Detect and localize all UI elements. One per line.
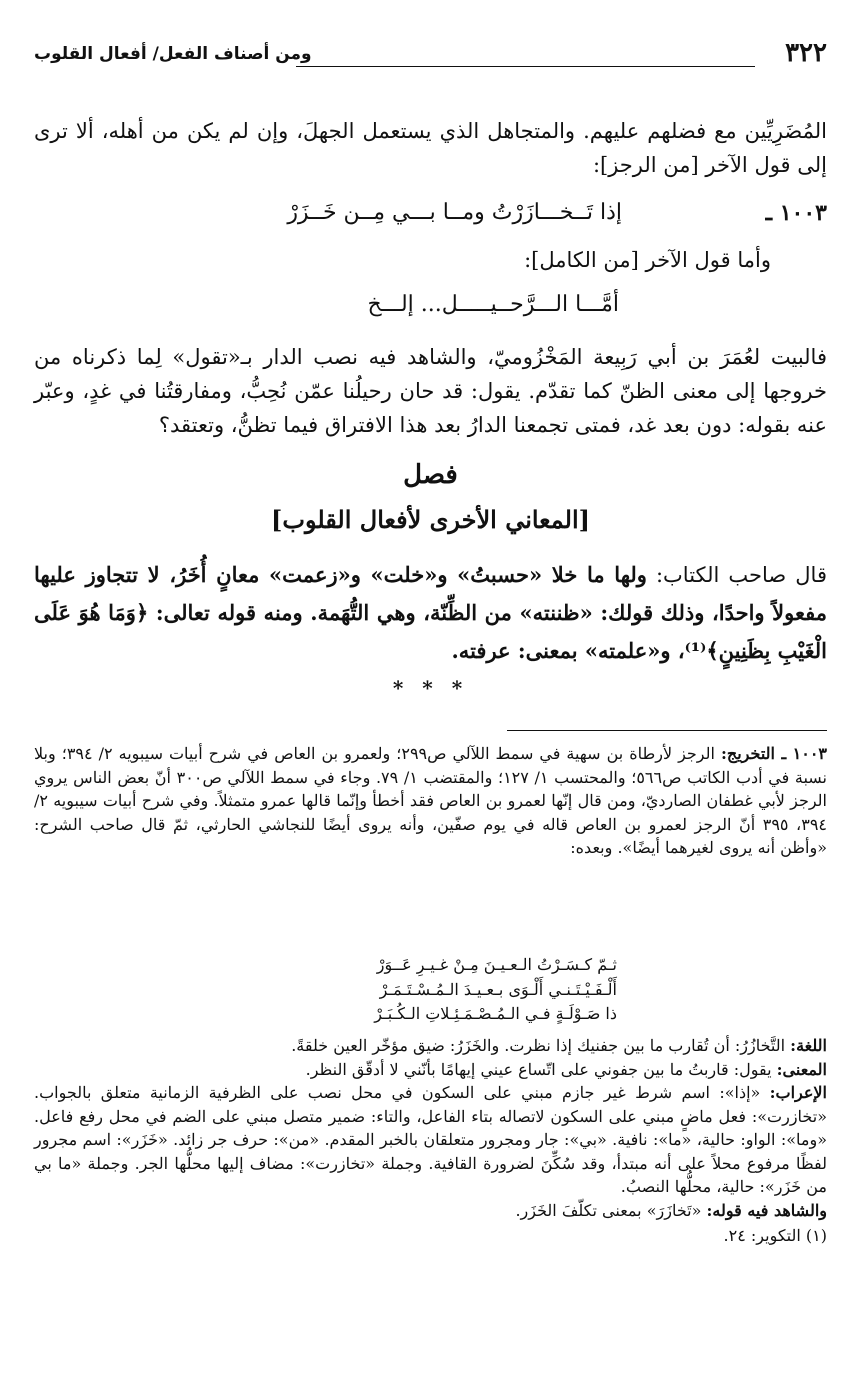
irab-label: الإعراب: bbox=[769, 1083, 827, 1102]
footnote-irab bbox=[34, 1081, 827, 1199]
footnote-verse: ثـمّ كـسَـرْتُ الـعـيـنَ مِـنْ غـيـرِ عَــوَرْ bbox=[376, 955, 617, 974]
footnote-verse: أَلْـفَـيْـتَـنـي أَلْـوَى بـعـيـدَ الـمُـسْـتَـمَـرْ bbox=[379, 980, 617, 999]
section-paragraph bbox=[34, 556, 827, 670]
takhrij-text: الرجز لأرطاة بن سهية في سمط اللآلي ص٢٩٩؛ ولعمرو بن العاص في شرح أبيات سيبويه ٢/ ٣٩٤؛ وبلا نسبة في أدب الكاتب ص٥٦٦؛ والمحتسب ١/ ١٢٧؛ والمقتضب ١/ ٧٩. وجاء في سمط اللآلي ص٣٠٠ أنّ بعض الناس يروي الرجز لأبي غطفان الصارديّ، ومن قال إنّها لعمرو بن العاص فقد أخطأ وإنّما قالها عمرو متمثلاً. وفي شرح أبيات سيبويه ٢/ ٣٩٤، ٣٩٥ أنّ الرجز لعمرو بن العاص قاله في يوم صفّين، وأنه يروى أيضًا للنجاشي الحارثي، ثمّ قال صاحب الشرح: «وأظن أنه يروى لغيرهما أيضًا». وبعده: bbox=[34, 744, 828, 857]
header-rule bbox=[296, 66, 755, 67]
section-heading: فصل bbox=[403, 460, 458, 490]
shahid-label: والشاهد فيه قوله: bbox=[706, 1200, 827, 1220]
footnote-verse: ذا صَـوْلَـةٍ فـي الـمُـصْـمَـئِـلاتِ الـكُـبَـرْ bbox=[374, 1004, 617, 1023]
verse-number: ١٠٠٣ ـ bbox=[765, 200, 827, 226]
irab-text: «إذا»: اسم شرط غير جازم مبني على السكون في محل نصب على الظرفية الزمانية متعلق بالجواب. «تخازرت»: فعل ماضٍ مبني على السكون لاتصاله بتاء الفاعل، والتاء: ضمير متصل مبني على الضم في محل رفع فاعل. «وما»: الواو: حالية، «ما»: نافية. «بي»: جار ومجرور متعلقان بالخبر المقدم. «من»: حرف جر زائد. «خَزَر»: اسم مجرور لفظًا مرفوع محلاً على أنه مبتدأ، وقد سُكِّنَ لضرورة القافية. وجملة «تخازرت»: مضاف إليها محلُّها الجر. وجملة «ما بي من خَزَر»: حالية، محلُّها النصبُ. bbox=[34, 1083, 827, 1196]
footnote-maana bbox=[34, 1058, 827, 1082]
page-header bbox=[34, 34, 827, 74]
section-lead: قال صاحب الكتاب: bbox=[646, 563, 827, 587]
footnote-analysis bbox=[34, 1034, 827, 1222]
running-title: ومن أصناف الفعل/ أفعال القلوب bbox=[34, 44, 312, 64]
footnote-takhrij bbox=[34, 742, 827, 860]
lugha-label: اللغة: bbox=[790, 1036, 827, 1055]
section-body: ولها ما خلا «حسبتُ» و«خلت» و«زعمت» معانٍ أُخَرُ، لا تتجاوز عليها مفعولاً واحدًا، وذلك قولك: «ظننته» من الظِّنّة، وهي التُّهَمة. ومنه قوله تعالى: ﴿وَمَا هُوَ عَلَى الْغَيْبِ بِظَنِينٍ﴾⁽¹⁾، و«علمته» بمعنى: عرفته. bbox=[34, 562, 827, 663]
section-separator: * * * bbox=[392, 676, 469, 700]
maana-text: يقول: قاربتُ ما بين جفوني على اتّساع عيني إيهامًا بأنّني لا أدقّق النظر. bbox=[305, 1059, 777, 1079]
maana-label: المعنى: bbox=[776, 1059, 827, 1079]
footnote-1: (١) التكوير: ٢٤. bbox=[723, 1226, 827, 1245]
page-number: ٣٢٢ bbox=[785, 38, 827, 68]
other-verse-intro: وأما قول الآخر [من الكامل]: bbox=[524, 248, 771, 272]
footnote-shahid bbox=[34, 1199, 827, 1223]
footnote-rule bbox=[507, 730, 827, 731]
intro-paragraph: المُضَرِيِّين مع فضلهم عليهم. والمتجاهل الذي يستعمل الجهلَ، وإن لم يكن من أهله، ألا ترى إلى قول الآخر [من الرجز]: bbox=[34, 119, 827, 177]
verse-other: أمَّـــا الـــرَّحــيـــــل... إلـــخ bbox=[367, 292, 619, 317]
takhrij-label: ١٠٠٣ ـ التخريج: bbox=[720, 744, 828, 763]
shahid-text: «تَخازَرَ» بمعنى تكلّفَ الخَزَر. bbox=[515, 1200, 707, 1220]
lugha-text: التَّخازُرُ: أن تُقارب ما بين جفنيك إذا نظرت. والخَزَرُ: ضيق مؤخّر العين خلقةً. bbox=[291, 1036, 791, 1055]
explanation-paragraph: فالبيت لعُمَرَ بن أبي رَبِيعة المَخْزُوميّ، والشاهد فيه نصب الدار بـ«تقول» لِما ذكرناه من خروجها إلى معنى الظنّ كما تقدّم. يقول: قد حان رحيلُنا عمّن نُحِبُّ، ومفارقتُنا في غدٍ، وعبّر عنه بقوله: دون بعد غد، فمتى تجمعنا الدارُ بعد هذا الافتراق فيما تظنُّ، وتعتقد؟ bbox=[34, 345, 827, 437]
section-subtitle: [المعاني الأخرى لأفعال القلوب] bbox=[271, 505, 590, 534]
footnote-lugha bbox=[34, 1034, 827, 1058]
verse-1003: إذا تَــخـــازَرْتُ ومــا بـــي مِــن خَــزَرْ bbox=[287, 200, 622, 225]
